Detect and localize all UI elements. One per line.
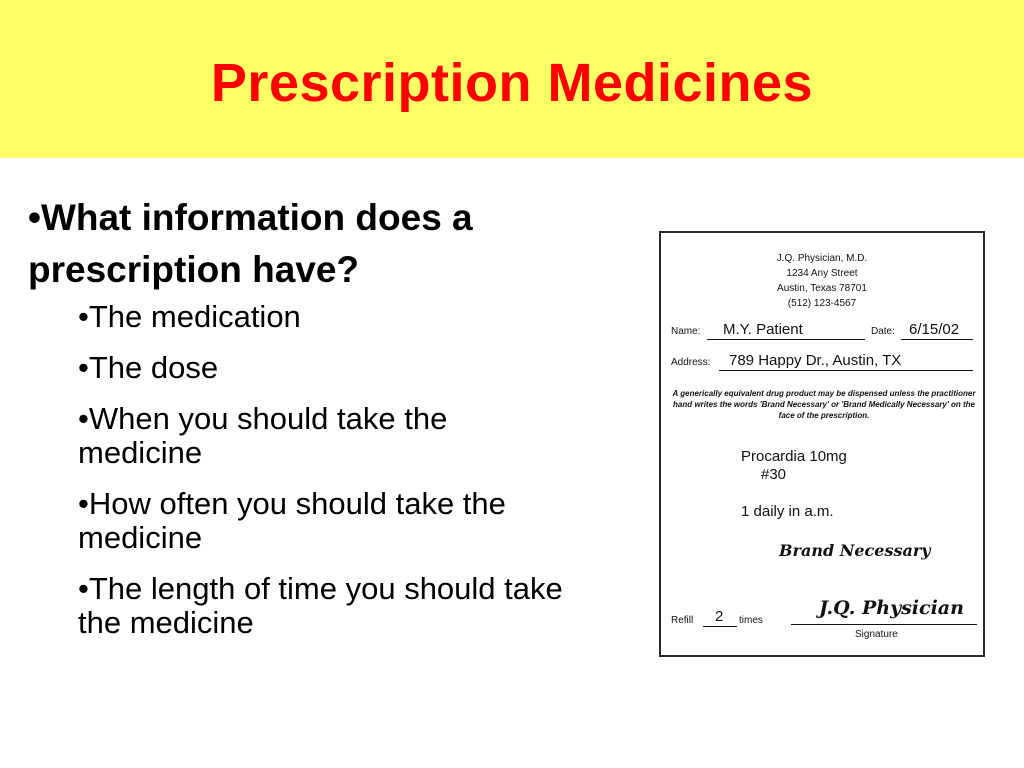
substitution-notice: A generically equivalent drug product may be dispensed unless the practitioner hand writes the words 'Brand Necessary' or 'Brand Medically Necessary' on the face of the prescription. xyxy=(672,389,976,420)
address-value: 789 Happy Dr., Austin, TX xyxy=(729,352,902,369)
patient-name: M.Y. Patient xyxy=(723,321,803,338)
main-bullet: •What information does a prescription have? xyxy=(28,197,473,290)
name-label: Name: xyxy=(671,326,701,337)
sub-bullet-list xyxy=(28,300,628,640)
signature-underline xyxy=(791,624,977,625)
slide-title: Prescription Medicines xyxy=(210,53,814,113)
drug-name: Procardia 10mg xyxy=(741,448,847,465)
date-value: 6/15/02 xyxy=(909,321,960,338)
date-label: Date: xyxy=(871,326,895,337)
prescriber-phone: (512) 123-4567 xyxy=(787,298,857,309)
signature-label: Signature xyxy=(855,629,898,640)
name-underline xyxy=(707,339,865,340)
date-underline xyxy=(901,339,973,340)
bullet-content xyxy=(28,192,628,657)
address-label: Address: xyxy=(671,357,711,368)
drug-directions: 1 daily in a.m. xyxy=(741,503,834,520)
sub-bullet-dose: •The dose xyxy=(78,350,219,385)
prescriber-city: Austin, Texas 78701 xyxy=(777,283,867,294)
prescription-image xyxy=(659,231,985,657)
signature-script: J.Q. Physician xyxy=(819,597,964,619)
prescriber-header xyxy=(661,251,983,311)
title-band xyxy=(0,0,1024,158)
refill-underline xyxy=(703,626,737,627)
prescriber-street: 1234 Any Street xyxy=(786,268,858,279)
prescriber-name: J.Q. Physician, M.D. xyxy=(776,253,868,264)
sub-bullet-how-often: •How often you should take the medicine xyxy=(78,486,506,555)
refill-suffix: times xyxy=(739,615,763,626)
address-underline xyxy=(719,370,973,371)
handwritten-brand-necessary: Brand Necessary xyxy=(779,541,931,560)
sub-bullet-length: •The length of time you should take the medicine xyxy=(78,571,563,640)
drug-quantity: #30 xyxy=(761,466,787,483)
refill-label: Refill xyxy=(671,615,694,626)
refill-count: 2 xyxy=(715,608,724,625)
sub-bullet-medication: •The medication xyxy=(78,299,301,334)
sub-bullet-when: •When you should take the medicine xyxy=(78,401,448,470)
